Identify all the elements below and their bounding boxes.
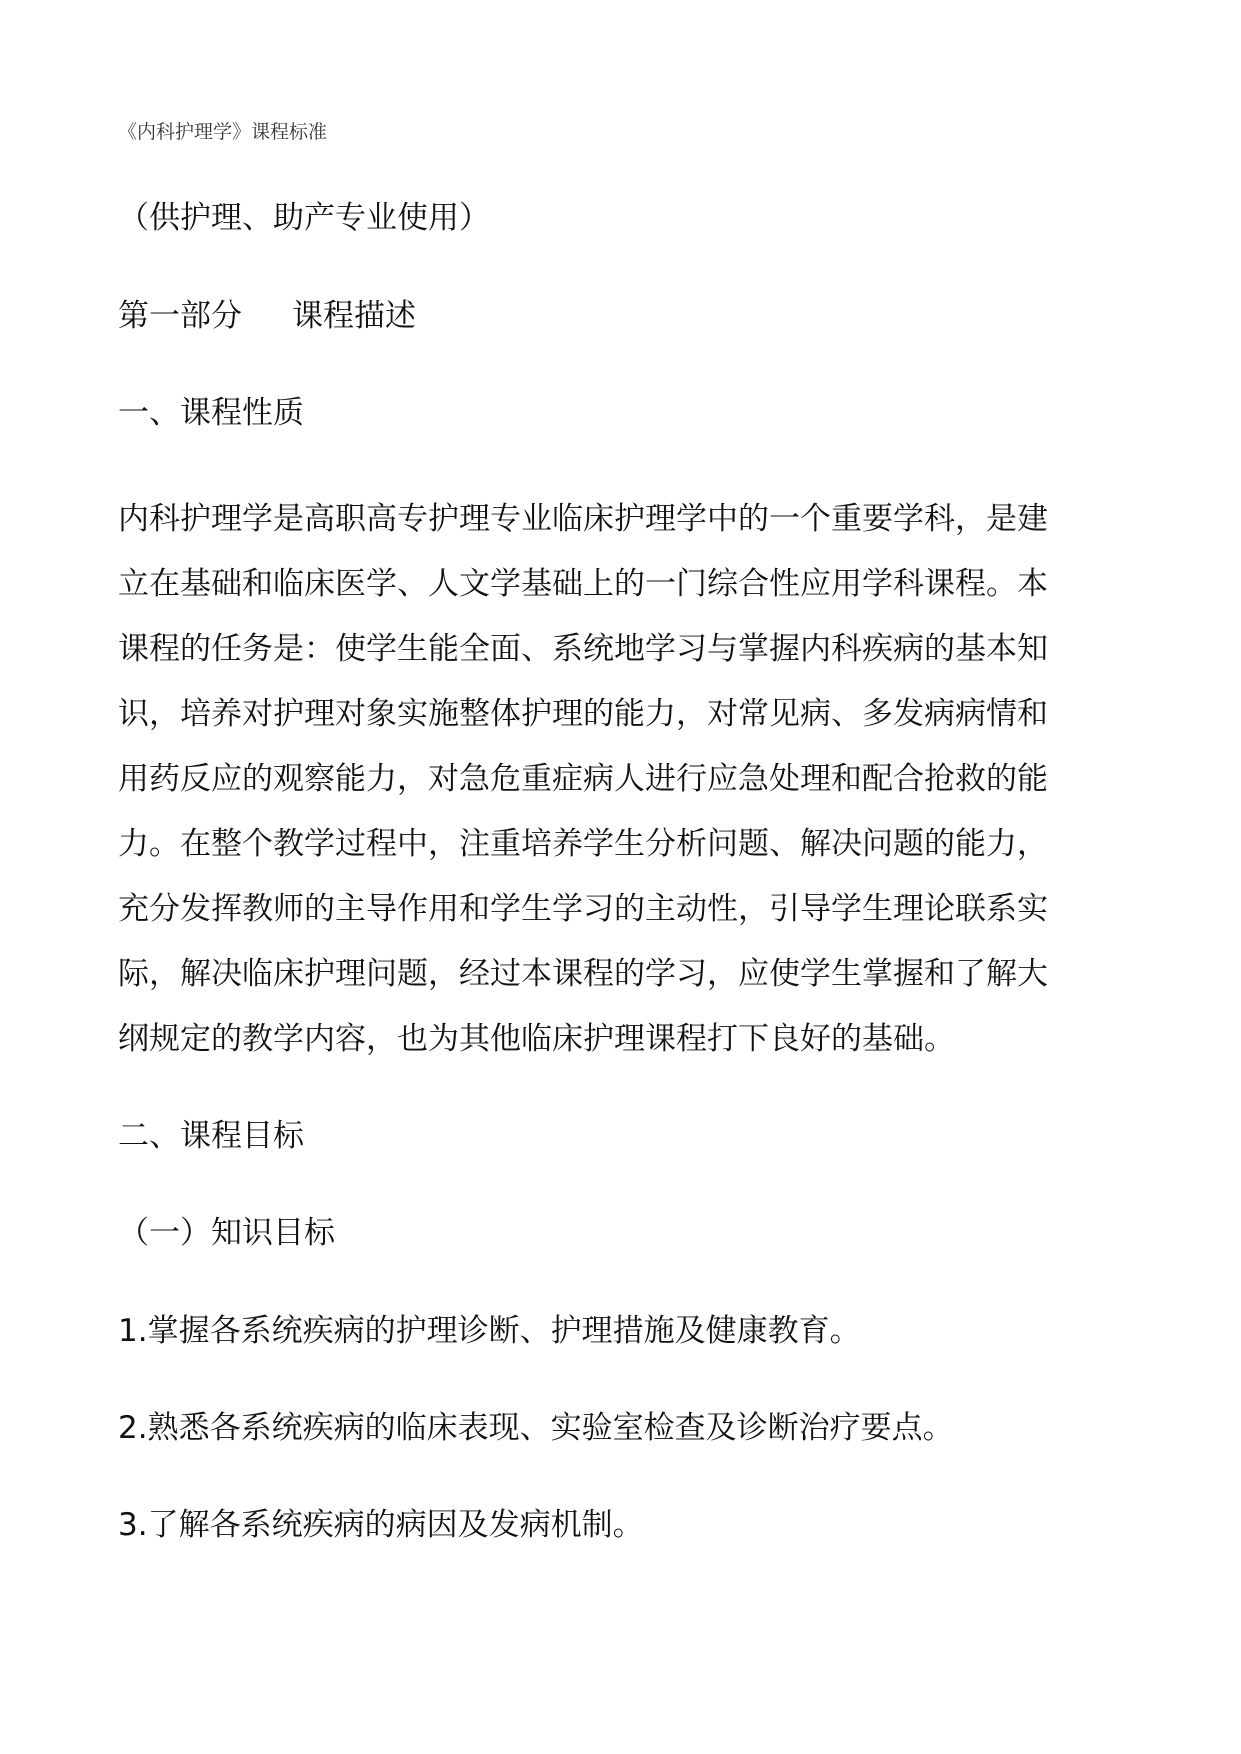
goal-item: 2.熟悉各系统疾病的临床表现、实验室检查及诊断治疗要点。 [118,1410,954,1446]
paragraph-line: 用药反应的观察能力，对急危重症病人进行应急处理和配合抢救的能 [118,761,1048,797]
paragraph-line: 纲规定的教学内容，也为其他临床护理课程打下良好的基础。 [118,1021,955,1057]
course-nature-paragraph [118,487,1128,1072]
paragraph-line: 力。在整个教学过程中，注重培养学生分析问题、解决问题的能力， [118,826,1048,862]
section-heading-course-nature: 一、课程性质 [118,395,304,431]
goal-item: 1.掌握各系统疾病的护理诊断、护理措施及健康教育。 [118,1313,861,1349]
paragraph-line: 际，解决临床护理问题，经过本课程的学习，应使学生掌握和了解大 [118,956,1048,992]
part-name: 课程描述 [292,298,416,334]
part-heading [118,296,416,336]
document-subtitle: （供护理、助产专业使用） [118,200,490,236]
paragraph-line: 充分发挥教师的主导作用和学生学习的主动性，引导学生理论联系实 [118,891,1048,927]
goal-item: 3.了解各系统疾病的病因及发病机制。 [118,1507,644,1543]
part-number: 第一部分 [118,298,242,334]
paragraph-line: 内科护理学是高职高专护理专业临床护理学中的一个重要学科，是建 [118,501,1048,537]
section-heading-course-goals: 二、课程目标 [118,1118,304,1154]
paragraph-line: 课程的任务是：使学生能全面、系统地学习与掌握内科疾病的基本知 [118,631,1048,667]
document-title: 《内科护理学》课程标准 [118,121,328,143]
paragraph-line: 识，培养对护理对象实施整体护理的能力，对常见病、多发病病情和 [118,696,1048,732]
paragraph-line: 立在基础和临床医学、人文学基础上的一门综合性应用学科课程。本 [118,566,1048,602]
subheading-knowledge-goals: （一）知识目标 [118,1215,335,1251]
